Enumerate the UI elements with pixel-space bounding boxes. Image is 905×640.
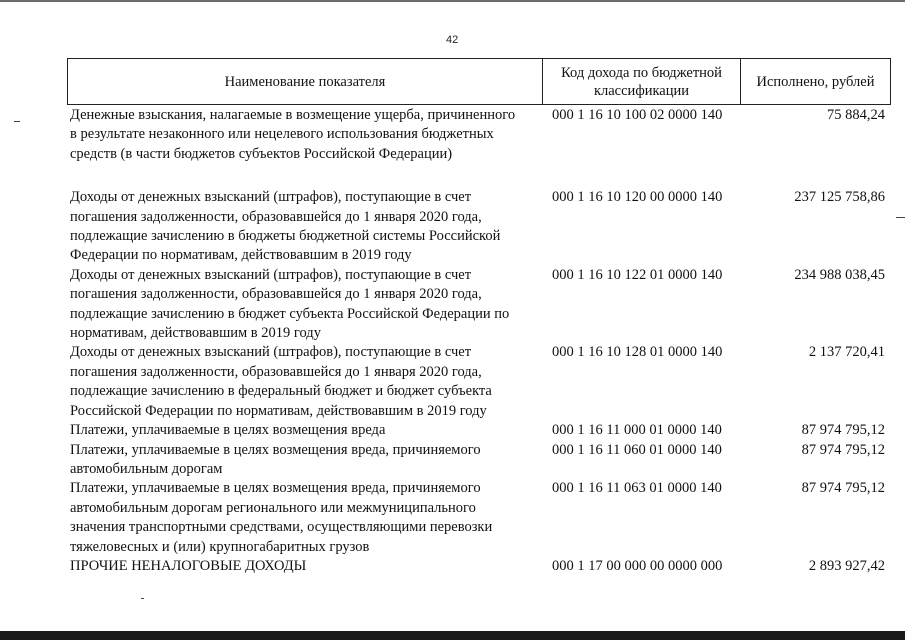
page-number: 42 <box>446 34 459 46</box>
table-row <box>70 421 890 440</box>
header-code: Код дохода по бюджетной классификации <box>543 59 741 104</box>
row-name: Платежи, уплачиваемые в целях возмещения вреда, причиняемого автомобильным дорогам <box>70 441 481 477</box>
row-code: 000 1 16 10 100 02 0000 140 <box>552 107 723 123</box>
row-code: 000 1 16 11 060 01 0000 140 <box>552 441 722 458</box>
row-code: 000 1 16 10 120 00 0000 140 <box>552 189 723 206</box>
row-code: 000 1 17 00 000 00 0000 000 <box>552 557 723 574</box>
row-amount: 75 884,24 <box>827 107 885 123</box>
row-name: Платежи, уплачиваемые в целях возмещения вреда <box>70 422 386 439</box>
table-row <box>70 343 890 421</box>
row-amount: 87 974 795,12 <box>801 480 885 497</box>
row-name: ПРОЧИЕ НЕНАЛОГОВЫЕ ДОХОДЫ <box>70 557 307 574</box>
row-amount: 87 974 795,12 <box>801 422 885 439</box>
row-name: Доходы от денежных взысканий (штрафов), поступающие в счет погашения задолженности, образовавшейся до 1 января 2020 года, подлежащие зачислению в бюджеты бюджетной системы Российской Федерации по нормативам, действовавшим в 2019 году <box>70 189 501 264</box>
table-header <box>67 58 891 105</box>
table-row <box>70 266 890 344</box>
table-row <box>70 441 890 480</box>
scan-speck <box>896 217 905 218</box>
table-row <box>70 557 890 576</box>
table-row <box>70 188 890 266</box>
scan-speck <box>141 598 144 599</box>
row-code: 000 1 16 11 063 01 0000 140 <box>552 480 722 497</box>
row-code: 000 1 16 10 128 01 0000 140 <box>552 344 723 361</box>
header-name: Наименование показателя <box>68 59 543 104</box>
row-amount: 87 974 795,12 <box>801 441 885 458</box>
header-amount: Исполнено, рублей <box>756 73 875 90</box>
row-name: Доходы от денежных взысканий (штрафов), поступающие в счет погашения задолженности, образовавшейся до 1 января 2020 года, подлежащие зачислению в бюджет субъекта Российской Федерации по нормативам, действовавшим в 2019 году <box>70 266 510 342</box>
row-amount: 237 125 758,86 <box>794 189 885 206</box>
scan-speck <box>14 121 20 122</box>
row-code: 000 1 16 10 122 01 0000 140 <box>552 266 723 283</box>
table-row <box>70 479 890 557</box>
scan-bottom-edge <box>0 631 905 640</box>
row-amount: 234 988 038,45 <box>794 266 885 283</box>
scan-top-edge <box>0 0 905 2</box>
row-amount: 2 137 720,41 <box>808 344 885 361</box>
table-row <box>70 106 890 164</box>
table-body <box>70 106 890 576</box>
row-name: Денежные взыскания, налагаемые в возмещение ущерба, причиненного в результате незаконного или нецелевого использования бюджетных средств (в части бюджетов субъектов Российской Федерации) <box>70 107 516 162</box>
row-name: Доходы от денежных взысканий (штрафов), поступающие в счет погашения задолженности, образовавшейся до 1 января 2020 года, подлежащие зачислению в федеральный бюджет и бюджет субъекта Российской Федерации по нормативам, действовавшим в 2019 году <box>70 344 492 419</box>
row-code: 000 1 16 11 000 01 0000 140 <box>552 422 722 439</box>
row-amount: 2 893 927,42 <box>808 557 885 574</box>
row-name: Платежи, уплачиваемые в целях возмещения вреда, причиняемого автомобильным дорогам регионального или межмуниципального значения транспортными средствами, осуществляющими перевозки тяжеловесных и (или) крупногабаритных грузов <box>70 480 493 555</box>
